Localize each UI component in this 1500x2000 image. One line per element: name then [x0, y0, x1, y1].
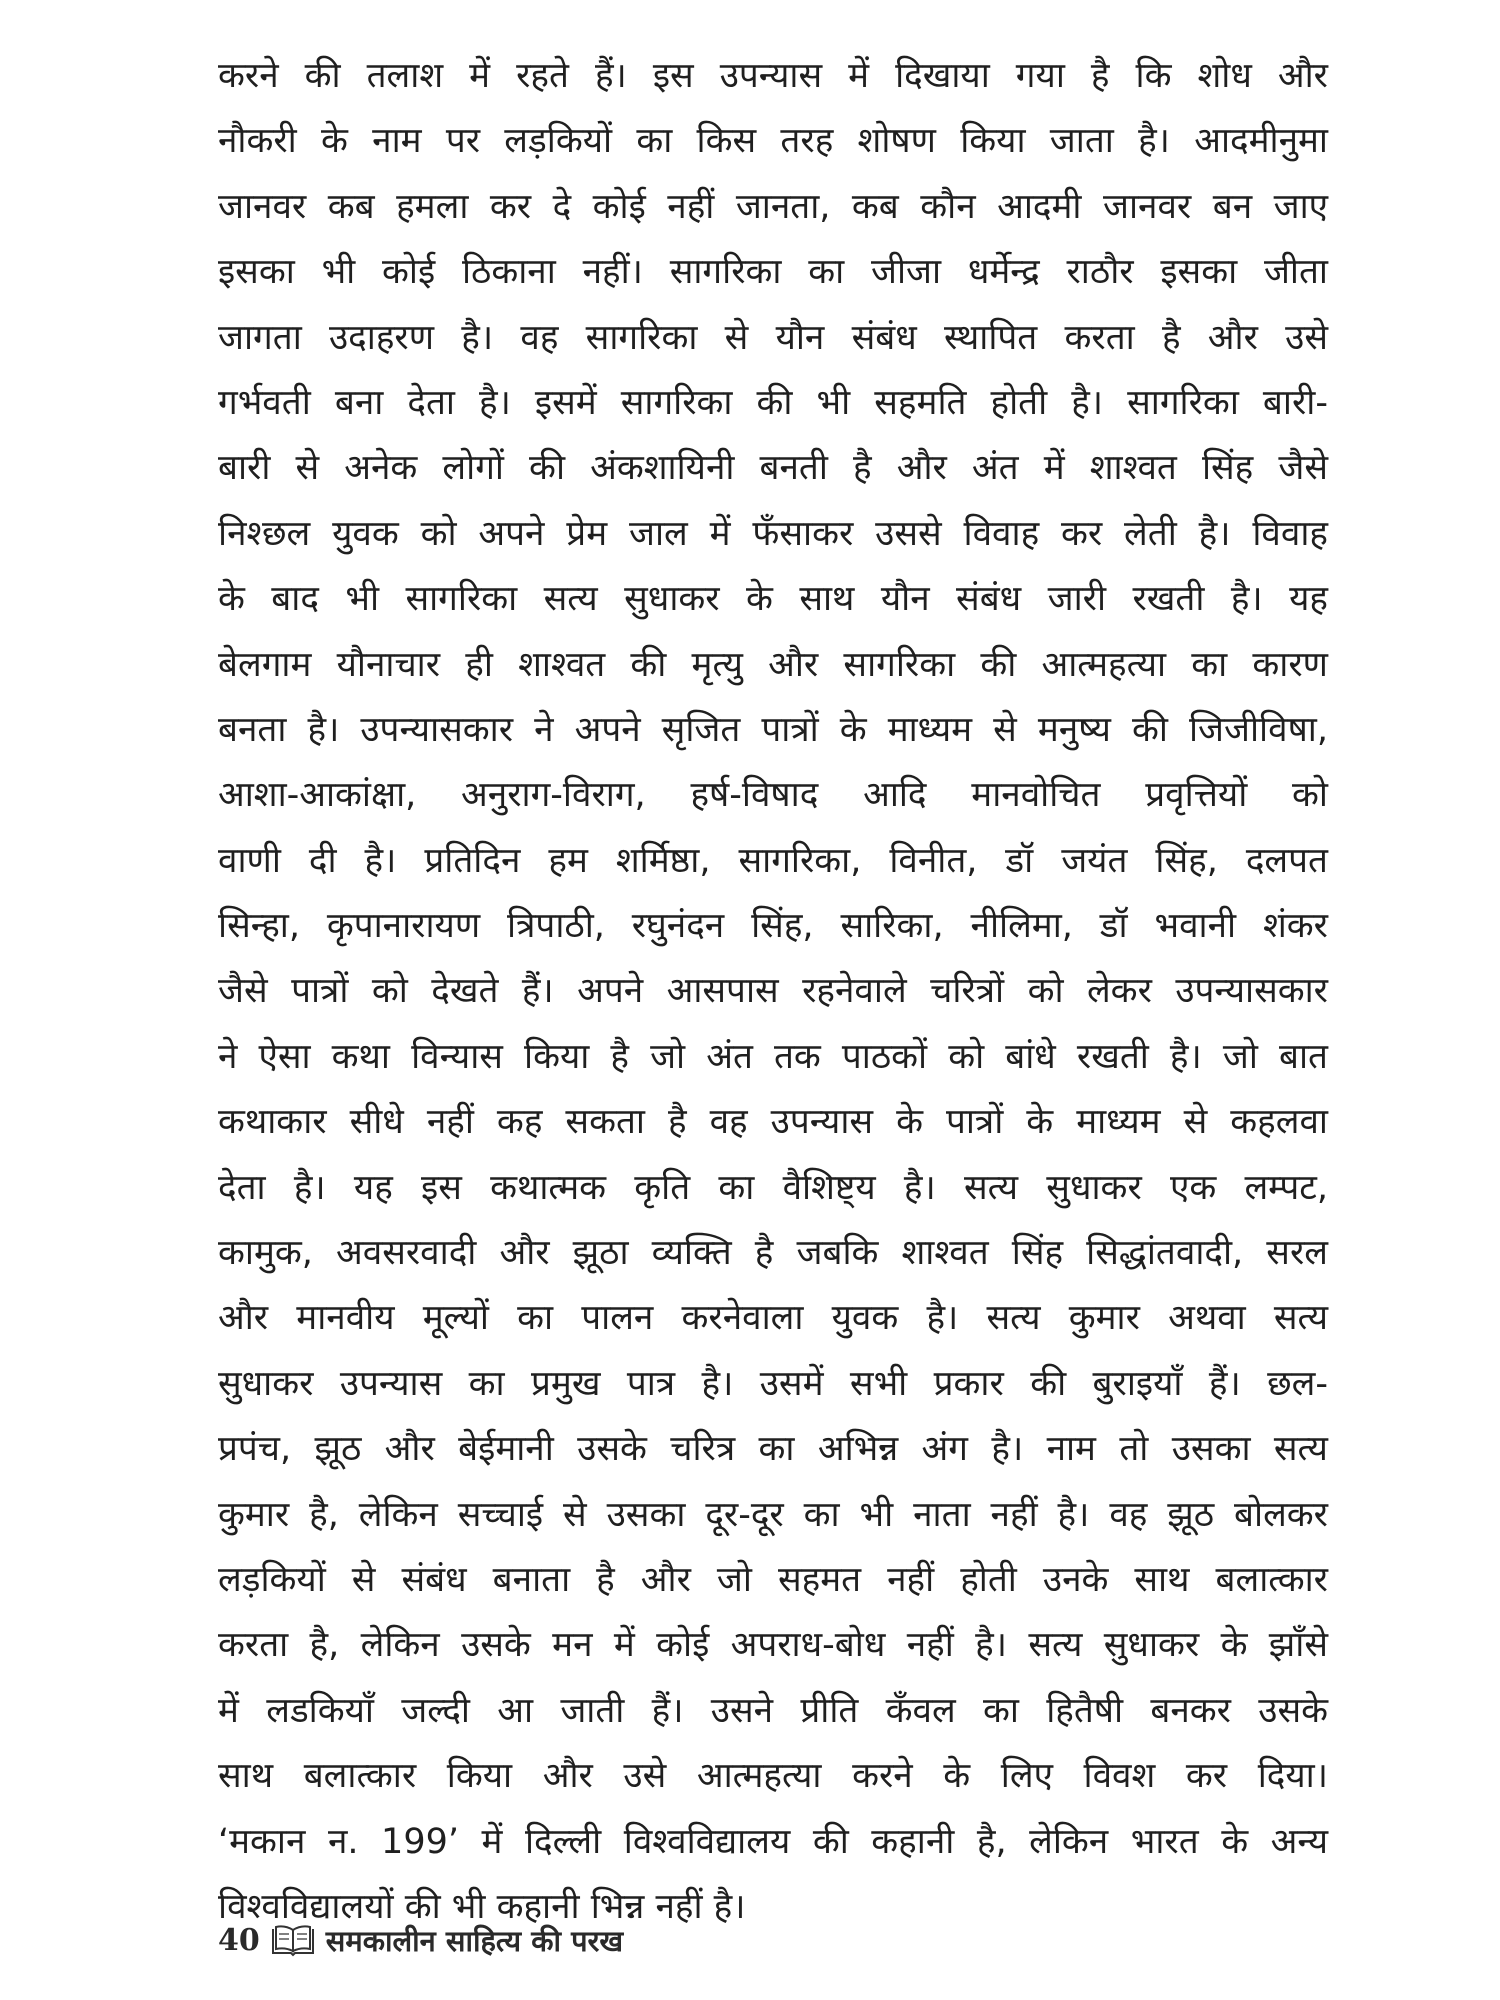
- text-line: और मानवीय मूल्यों का पालन करनेवाला युवक है। सत्य कुमार अथवा सत्य: [218, 1298, 1328, 1339]
- text-line: विश्वविद्यालयों की भी कहानी भिन्न नहीं है।: [218, 1886, 746, 1927]
- text-line: आशा-आकांक्षा, अनुराग-विराग, हर्ष-विषाद आदि मानवोचित प्रवृत्तियों को: [218, 775, 1328, 816]
- body-paragraph: [218, 44, 1328, 1940]
- page-number: 40: [218, 1922, 260, 1958]
- text-line: जानवर कब हमला कर दे कोई नहीं जानता, कब कौन आदमी जानवर बन जाए: [218, 186, 1328, 227]
- text-line: ‘मकान न. 199’ में दिल्ली विश्वविद्यालय की कहानी है, लेकिन भारत के अन्य: [218, 1821, 1328, 1862]
- text-line: वाणी दी है। प्रतिदिन हम शर्मिष्ठा, सागरिका, विनीत, डॉ जयंत सिंह, दलपत: [218, 840, 1328, 881]
- text-line: कथाकार सीधे नहीं कह सकता है वह उपन्यास के पात्रों के माध्यम से कहलवा: [218, 1102, 1328, 1143]
- text-line: नौकरी के नाम पर लड़कियों का किस तरह शोषण किया जाता है। आदमीनुमा: [218, 121, 1328, 162]
- text-line: प्रपंच, झूठ और बेईमानी उसके चरित्र का अभिन्न अंग है। नाम तो उसका सत्य: [218, 1429, 1328, 1470]
- text-line: जागता उदाहरण है। वह सागरिका से यौन संबंध स्थापित करता है और उसे: [218, 317, 1328, 358]
- text-line: कुमार है, लेकिन सच्चाई से उसका दूर-दूर का भी नाता नहीं है। वह झूठ बोलकर: [218, 1494, 1328, 1535]
- text-line: बनता है। उपन्यासकार ने अपने सृजित पात्रों के माध्यम से मनुष्य की जिजीविषा,: [218, 709, 1328, 750]
- text-line: सुधाकर उपन्यास का प्रमुख पात्र है। उसमें सभी प्रकार की बुराइयाँ हैं। छल-: [218, 1363, 1328, 1404]
- text-line: गर्भवती बना देता है। इसमें सागरिका की भी सहमति होती है। सागरिका बारी-: [218, 382, 1328, 423]
- text-line: कामुक, अवसरवादी और झूठा व्यक्ति है जबकि शाश्वत सिंह सिद्धांतवादी, सरल: [218, 1233, 1328, 1274]
- text-line: जैसे पात्रों को देखते हैं। अपने आसपास रहनेवाले चरित्रों को लेकर उपन्यासकार: [218, 971, 1328, 1012]
- text-line: सिन्हा, कृपानारायण त्रिपाठी, रघुनंदन सिंह, सारिका, नीलिमा, डॉ भवानी शंकर: [218, 906, 1328, 947]
- text-line: ने ऐसा कथा विन्यास किया है जो अंत तक पाठकों को बांधे रखती है। जो बात: [218, 1036, 1328, 1077]
- text-line: साथ बलात्कार किया और उसे आत्महत्या करने के लिए विवश कर दिया।: [218, 1756, 1328, 1797]
- text-line: करने की तलाश में रहते हैं। इस उपन्यास में दिखाया गया है कि शोध और: [218, 56, 1328, 96]
- text-line: निश्छल युवक को अपने प्रेम जाल में फँसाकर उससे विवाह कर लेती है। विवाह: [218, 513, 1328, 554]
- page-footer: [218, 1915, 623, 1965]
- text-line: बारी से अनेक लोगों की अंकशायिनी बनती है और अंत में शाश्वत सिंह जैसे: [218, 448, 1328, 489]
- text-line: करता है, लेकिन उसके मन में कोई अपराध-बोध नहीं है। सत्य सुधाकर के झाँसे: [218, 1625, 1328, 1666]
- text-line: के बाद भी सागरिका सत्य सुधाकर के साथ यौन संबंध जारी रखती है। यह: [218, 579, 1328, 620]
- text-line: इसका भी कोई ठिकाना नहीं। सागरिका का जीजा धर्मेन्द्र राठौर इसका जीता: [218, 252, 1328, 293]
- text-line: बेलगाम यौनाचार ही शाश्वत की मृत्यु और सागरिका की आत्महत्या का कारण: [218, 644, 1328, 685]
- text-line: में लडकियाँ जल्दी आ जाती हैं। उसने प्रीति कँवल का हितैषी बनकर उसके: [218, 1690, 1328, 1731]
- text-line: देता है। यह इस कथात्मक कृति का वैशिष्ट्य है। सत्य सुधाकर एक लम्पट,: [218, 1167, 1328, 1208]
- open-book-icon: [270, 1923, 316, 1957]
- book-title: समकालीन साहित्य की परख: [325, 1923, 624, 1958]
- text-line: लड़कियों से संबंध बनाता है और जो सहमत नहीं होती उनके साथ बलात्कार: [218, 1559, 1328, 1600]
